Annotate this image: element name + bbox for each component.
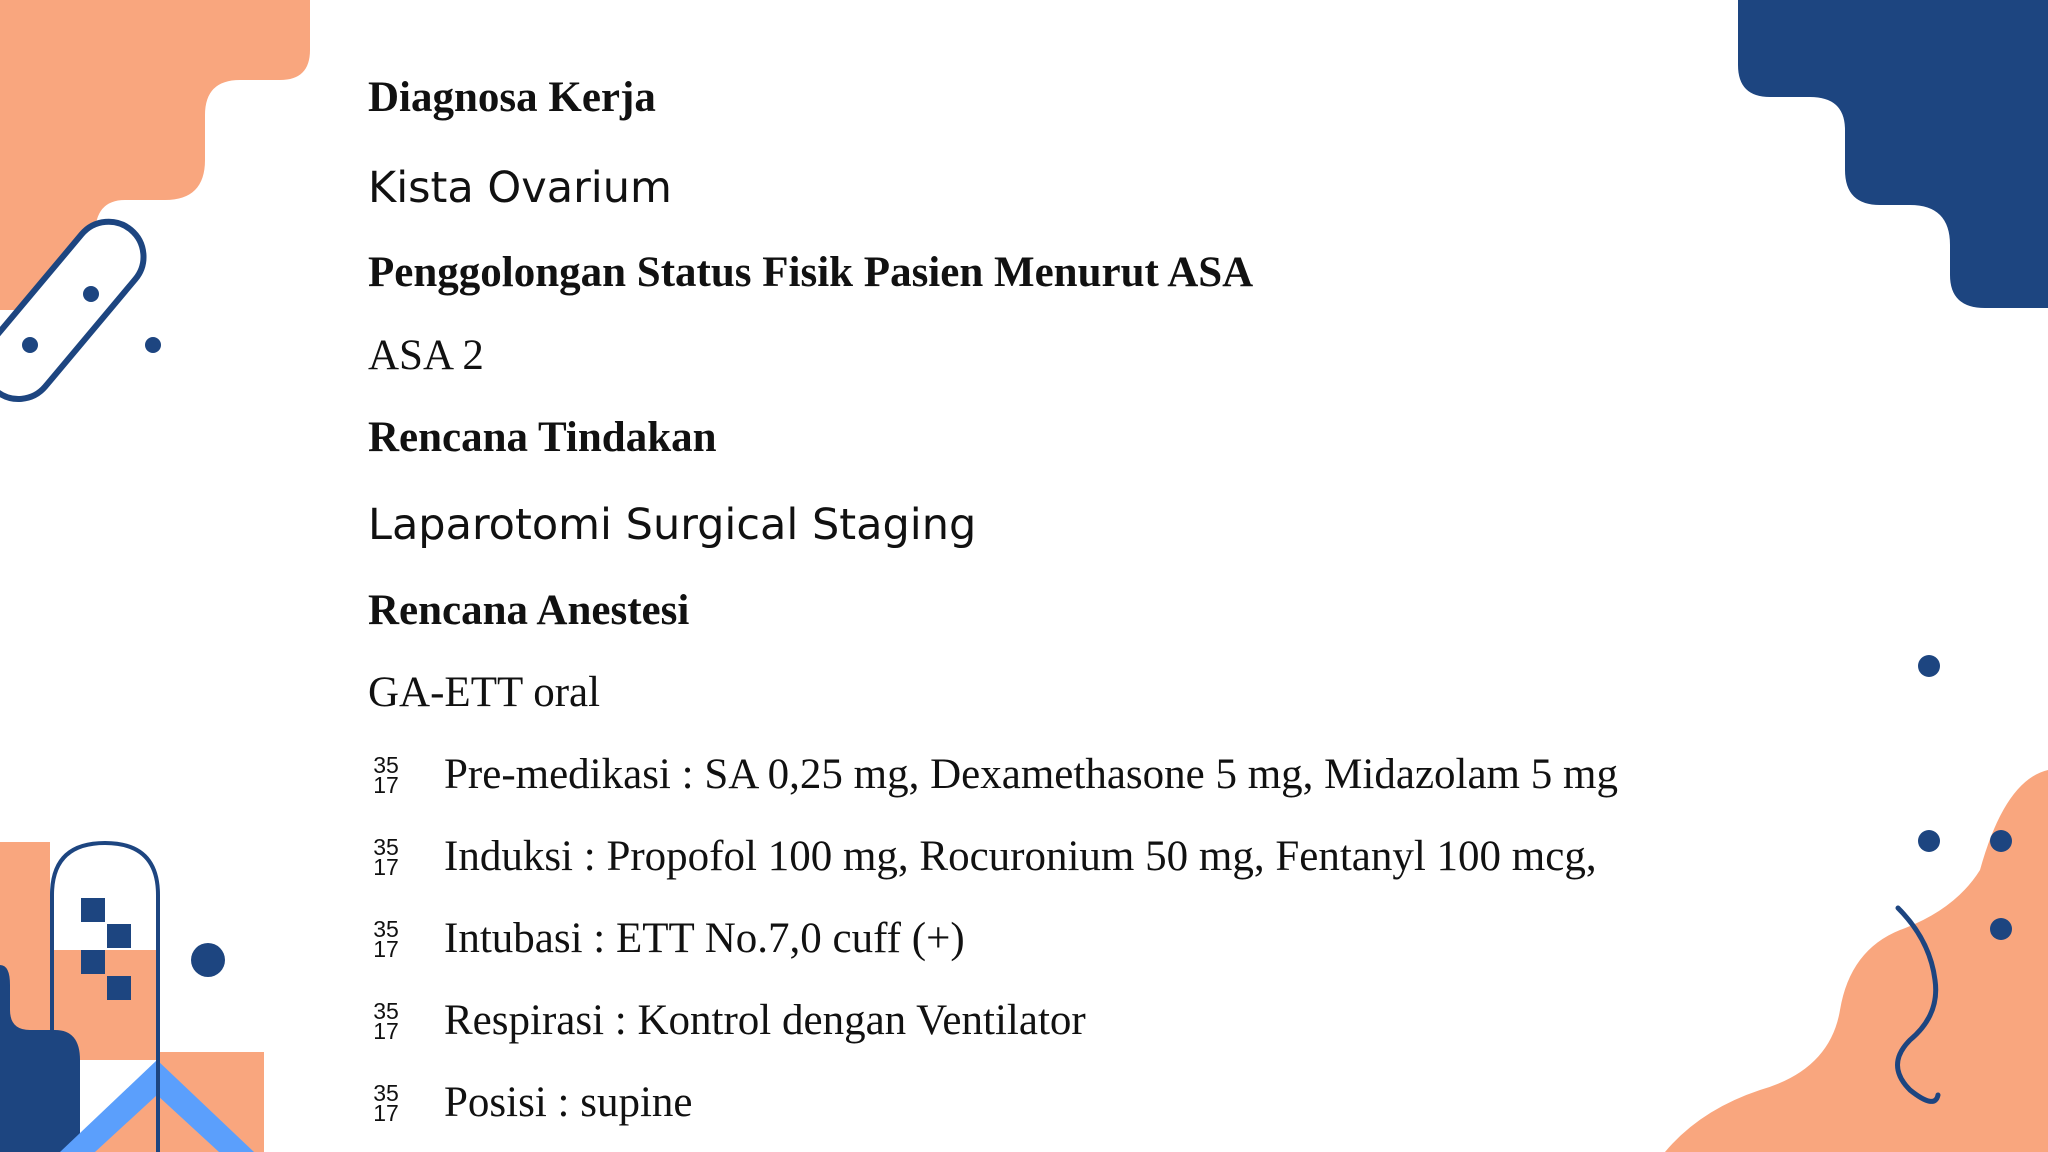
bullet-mark-top: 35 [373,1080,399,1106]
list-item [368,829,1848,889]
section-value-diagnosis: Kista Ovarium [368,163,672,213]
bullet-mark-bottom: 17 [373,1100,399,1126]
top-left-blob [0,0,310,310]
bullet-mark-top: 35 [373,916,399,942]
section-value-anesthesia: GA-ETT oral [368,669,601,716]
section-value-asa: ASA 2 [368,332,484,379]
list-item [368,1075,1848,1135]
section-heading-procedure: Rencana Tindakan [368,414,717,461]
section-value-procedure: Laparotomi Surgical Staging [368,500,977,550]
bullet-icon [368,752,404,798]
bullet-text-respiration: Respirasi : Kontrol dengan Ventilator [444,997,1086,1044]
bullet-mark-bottom: 17 [373,772,399,798]
bullet-text-intubation: Intubasi : ETT No.7,0 cuff (+) [444,915,965,962]
list-item [368,911,1848,971]
bullet-text-premedication: Pre-medikasi : SA 0,25 mg, Dexamethasone 5 mg, Midazolam 5 mg [444,751,1618,798]
bottom-left-blob [0,842,264,1152]
bullet-icon [368,998,404,1044]
section-heading-asa: Penggolongan Status Fisik Pasien Menurut ASA [368,249,1254,296]
bullet-mark-bottom: 17 [373,1018,399,1044]
bullet-mark-bottom: 17 [373,854,399,880]
bullet-mark-top: 35 [373,834,399,860]
bullet-icon [368,834,404,880]
top-right-blob [1738,0,2048,308]
section-heading-diagnosis: Diagnosa Kerja [368,74,656,121]
bullet-mark-bottom: 17 [373,936,399,962]
section-heading-anesthesia: Rencana Anestesi [368,587,690,634]
bullet-mark-top: 35 [373,998,399,1024]
bullet-text-induction: Induksi : Propofol 100 mg, Rocuronium 50 mg, Fentanyl 100 mcg, [444,833,1597,880]
bullet-mark-top: 35 [373,752,399,778]
list-item [368,747,1848,807]
list-item [368,993,1848,1053]
bullet-icon [368,1080,404,1126]
bullet-text-position: Posisi : supine [444,1079,693,1126]
bullet-icon [368,916,404,962]
